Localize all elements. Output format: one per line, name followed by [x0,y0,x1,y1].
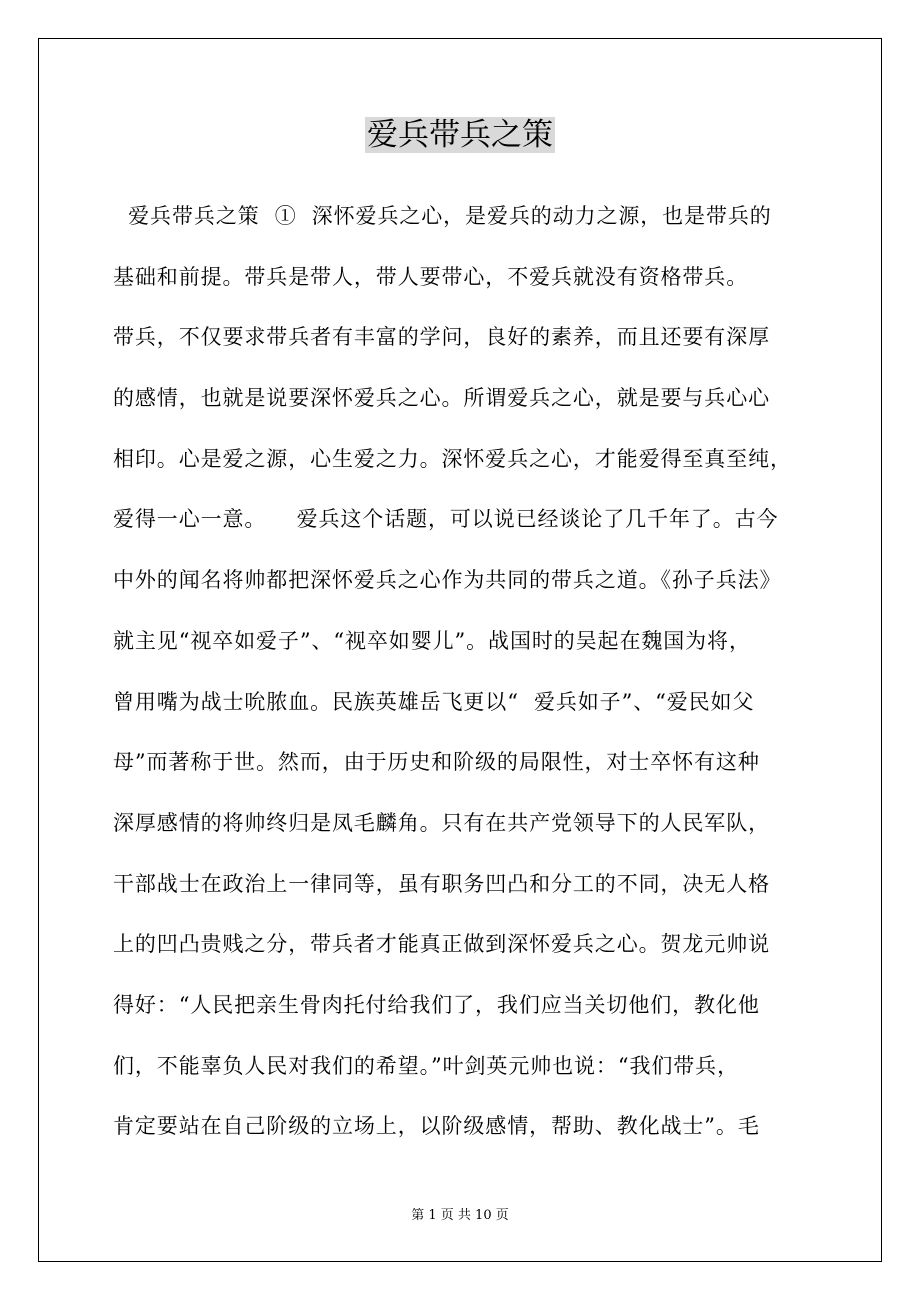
body-line: 带兵，不仅要求带兵者有丰富的学问，良好的素养，而且还要有深厚 [113,325,770,350]
body-line: 干部战士在政治上一律同等，虽有职务凹凸和分工的不同，决无人格 [113,871,770,896]
body-line: 就主见“视卒如爱子”、“视卒如婴儿”。战国时的吴起在魏国为将， [113,628,751,653]
body-line: 爱兵带兵之策 ① 深怀爱兵之心，是爱兵的动力之源，也是带兵的 [113,204,772,228]
body-line: 的感情，也就是说要深怀爱兵之心。所谓爱兵之心，就是要与兵心心 [113,386,770,411]
body-line: 上的凹凸贵贱之分，带兵者才能真正做到深怀爱兵之心。贺龙元帅说 [113,932,770,957]
page-number-label: 第 1 页 共 10 页 [411,1208,509,1223]
body-line: 得好：“人民把亲生骨肉托付给我们了，我们应当关切他们，教化他 [113,992,760,1017]
body-line: 深厚感情的将帅终归是凤毛麟角。只有在共产党领导下的人民军队， [113,810,770,835]
body-line: 母”而著称于世。然而，由于历史和阶级的局限性，对士卒怀有这种 [113,750,760,775]
body-line: 们，不能辜负人民对我们的希望。”叶剑英元帅也说：“我们带兵， [113,1053,739,1078]
body-line: 爱得一心一意。 爱兵这个话题，可以说已经谈论了几千年了。古今 [113,507,779,532]
document-body [113,186,813,1157]
page-footer [0,1206,920,1226]
body-line: 肯定要站在自己阶级的立场上，以阶级感情，帮助、教化战士”。毛 [113,1114,760,1139]
body-line: 相印。心是爱之源，心生爱之力。深怀爱兵之心，才能爱得至真至纯， [113,446,792,471]
body-line: 基础和前提。带兵是带人，带人要带心，不爱兵就没有资格带兵。 [113,264,749,289]
body-line: 中外的闻名将帅都把深怀爱兵之心作为共同的带兵之道。《孙子兵法》 [113,568,782,593]
document-title [0,110,920,160]
document-title-text: 爱兵带兵之策 [367,117,553,153]
body-line: 曾用嘴为战士吮脓血。民族英雄岳飞更以“ 爱兵如子”、“爱民如父 [113,689,755,714]
